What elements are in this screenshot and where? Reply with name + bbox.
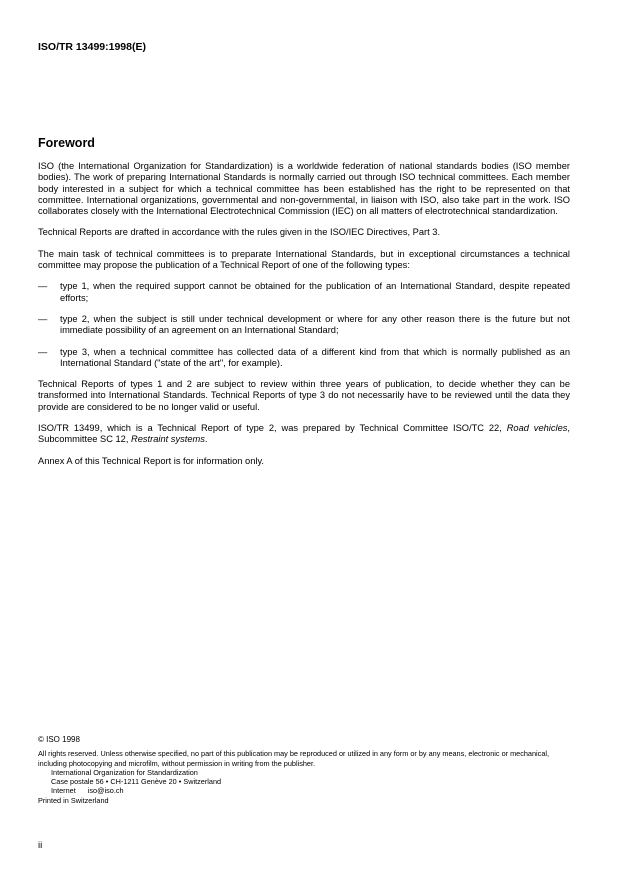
list-dash: — <box>38 313 48 324</box>
paragraph-main-task: The main task of technical committees is to preparate International Standards, but in exceptional circumstances a technical committee may propose the publication of a Technical Report of one of the following types: <box>38 248 570 271</box>
printed-in: Printed in Switzerland <box>38 795 109 805</box>
prepared-by-text-3: . <box>204 434 208 445</box>
paragraph-iso-intro: ISO (the International Organization for Standardization) is a worldwide federation of national standards bodies (ISO member bodies). The work of preparing International Standards is normally carried out through ISO technical committees. Each member body interested in a subject for which a technical committee has been established has the right to be represented on that committee. International organizations, governmental and non-governmental, in liaison with ISO, also take part in the work. ISO collaborates closely with the International Electrotechnical Commission (IEC) on all matters of electrotechnical standardization. <box>38 161 570 217</box>
list-item-type-3 <box>38 347 570 370</box>
list-dash: — <box>38 281 48 292</box>
list-item-text: type 3, when a technical committee has collected data of a different kind from that which is normally published as an International Standard ("state of the art", for example). <box>60 346 570 368</box>
rights-notice: All rights reserved. Unless otherwise specified, no part of this publication may be reproduced or utilized in any form or by any means, electronic or mechanical, including photocopying and microfilm, without permission in writing from the publisher. <box>38 749 550 768</box>
list-item-type-1 <box>38 281 570 304</box>
org-address: Case postale 56 • CH-1211 Genève 20 • Switzerland <box>51 777 222 787</box>
subcommittee-name-restraint-systems: Restraint systems <box>131 434 205 445</box>
internet-label: Internet <box>51 786 76 796</box>
list-dash: — <box>38 346 48 357</box>
page-number: ii <box>38 840 43 851</box>
org-internet <box>38 786 578 795</box>
paragraph-directives: Technical Reports are drafted in accordance with the rules given in the ISO/IEC Directives, Part 3. <box>38 227 441 238</box>
paragraph-annex: Annex A of this Technical Report is for information only. <box>38 455 264 466</box>
list-item-text: type 1, when the required support cannot be obtained for the publication of an International Standard, despite repeated efforts; <box>60 281 570 303</box>
committee-name-road-vehicles: Road vehicles <box>506 423 568 434</box>
org-name: International Organization for Standardization <box>51 767 198 777</box>
prepared-by-text-2: , Subcommittee SC 12, <box>38 423 570 445</box>
internet-email: iso@iso.ch <box>87 786 124 796</box>
list-item-type-2 <box>38 314 570 337</box>
copyright-footer <box>38 735 578 805</box>
foreword-title: Foreword <box>38 136 95 150</box>
foreword-section <box>38 136 570 477</box>
paragraph-prepared-by <box>38 423 570 446</box>
copyright-line: © ISO 1998 <box>38 735 80 744</box>
paragraph-review: Technical Reports of types 1 and 2 are subject to review within three years of publication, to decide whether they can be transformed into International Standards. Technical Reports of type 3 do not necessarily have to be reviewed until the data they provide are considered to be no longer valid or useful. <box>38 379 570 412</box>
document-id-header: ISO/TR 13499:1998(E) <box>38 41 146 53</box>
list-item-text: type 2, when the subject is still under technical development or where for any other reason there is the future but not immediate possibility of an agreement on an International Standard; <box>60 313 570 336</box>
prepared-by-text-1: ISO/TR 13499, which is a Technical Report of type 2, was prepared by Technical Committee ISO/TC 22, <box>38 423 507 434</box>
